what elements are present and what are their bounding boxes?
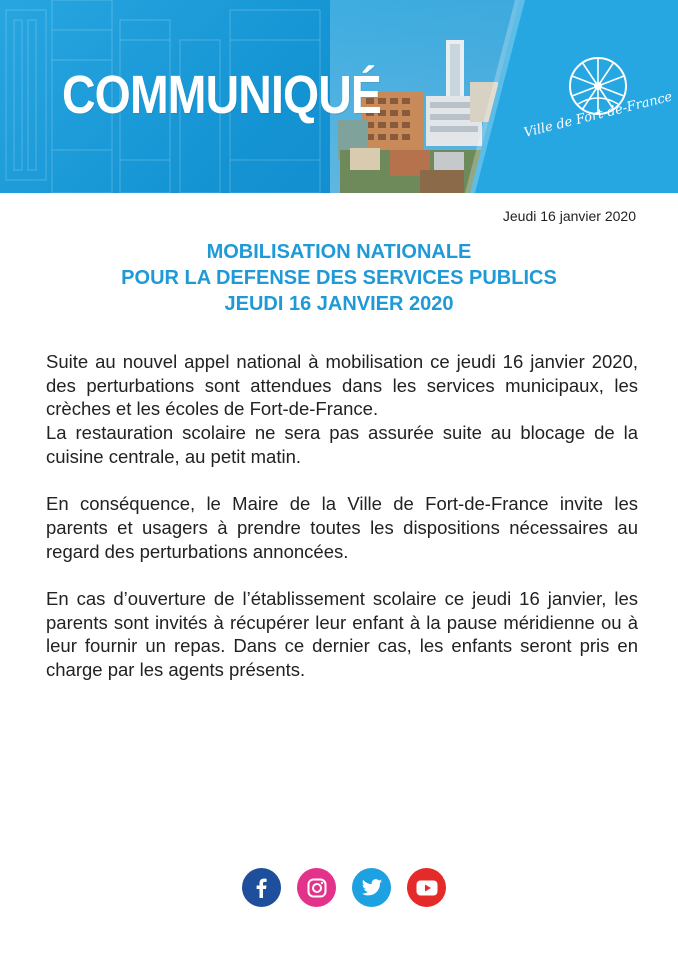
headline-line-1: MOBILISATION NATIONALE bbox=[206, 241, 472, 263]
document-headline bbox=[0, 239, 678, 317]
facebook-icon[interactable] bbox=[242, 868, 281, 907]
paragraph-1a: Suite au nouvel appel national à mobilisation ce jeudi 16 janvier 2020, des perturbations sont attendues dans les services municipaux, les crèches et les écoles de Fort-de-France. bbox=[46, 351, 638, 420]
youtube-icon[interactable] bbox=[407, 868, 446, 907]
headline-line-2: POUR LA DEFENSE DES SERVICES PUBLICS bbox=[121, 267, 557, 289]
social-links bbox=[0, 868, 678, 908]
twitter-icon[interactable] bbox=[352, 868, 391, 907]
paragraph-2: En conséquence, le Maire de la Ville de Fort-de-France invite les parents et usagers à prendre toutes les dispositions nécessaires au regard des perturbations annoncées. bbox=[46, 493, 638, 562]
document-body bbox=[46, 350, 638, 706]
document-date: Jeudi 16 janvier 2020 bbox=[502, 208, 636, 224]
header-banner bbox=[0, 0, 678, 193]
paragraph-3: En cas d’ouverture de l’établissement scolaire ce jeudi 16 janvier, les parents sont invités à récupérer leur enfant à la pause méridienne ou à leur fournir un repas. Dans ce dernier cas, les enfants seront pris en charge par les agents présents. bbox=[46, 588, 638, 681]
banner-title: COMMUNIQUÉ bbox=[62, 65, 382, 125]
instagram-icon[interactable] bbox=[297, 868, 336, 907]
city-logo-text: Ville de Fort-de-France bbox=[522, 89, 674, 141]
paragraph-1b: La restauration scolaire ne sera pas assurée suite au blocage de la cuisine centrale, au petit matin. bbox=[46, 422, 638, 467]
headline-line-3: JEUDI 16 JANVIER 2020 bbox=[224, 293, 454, 315]
